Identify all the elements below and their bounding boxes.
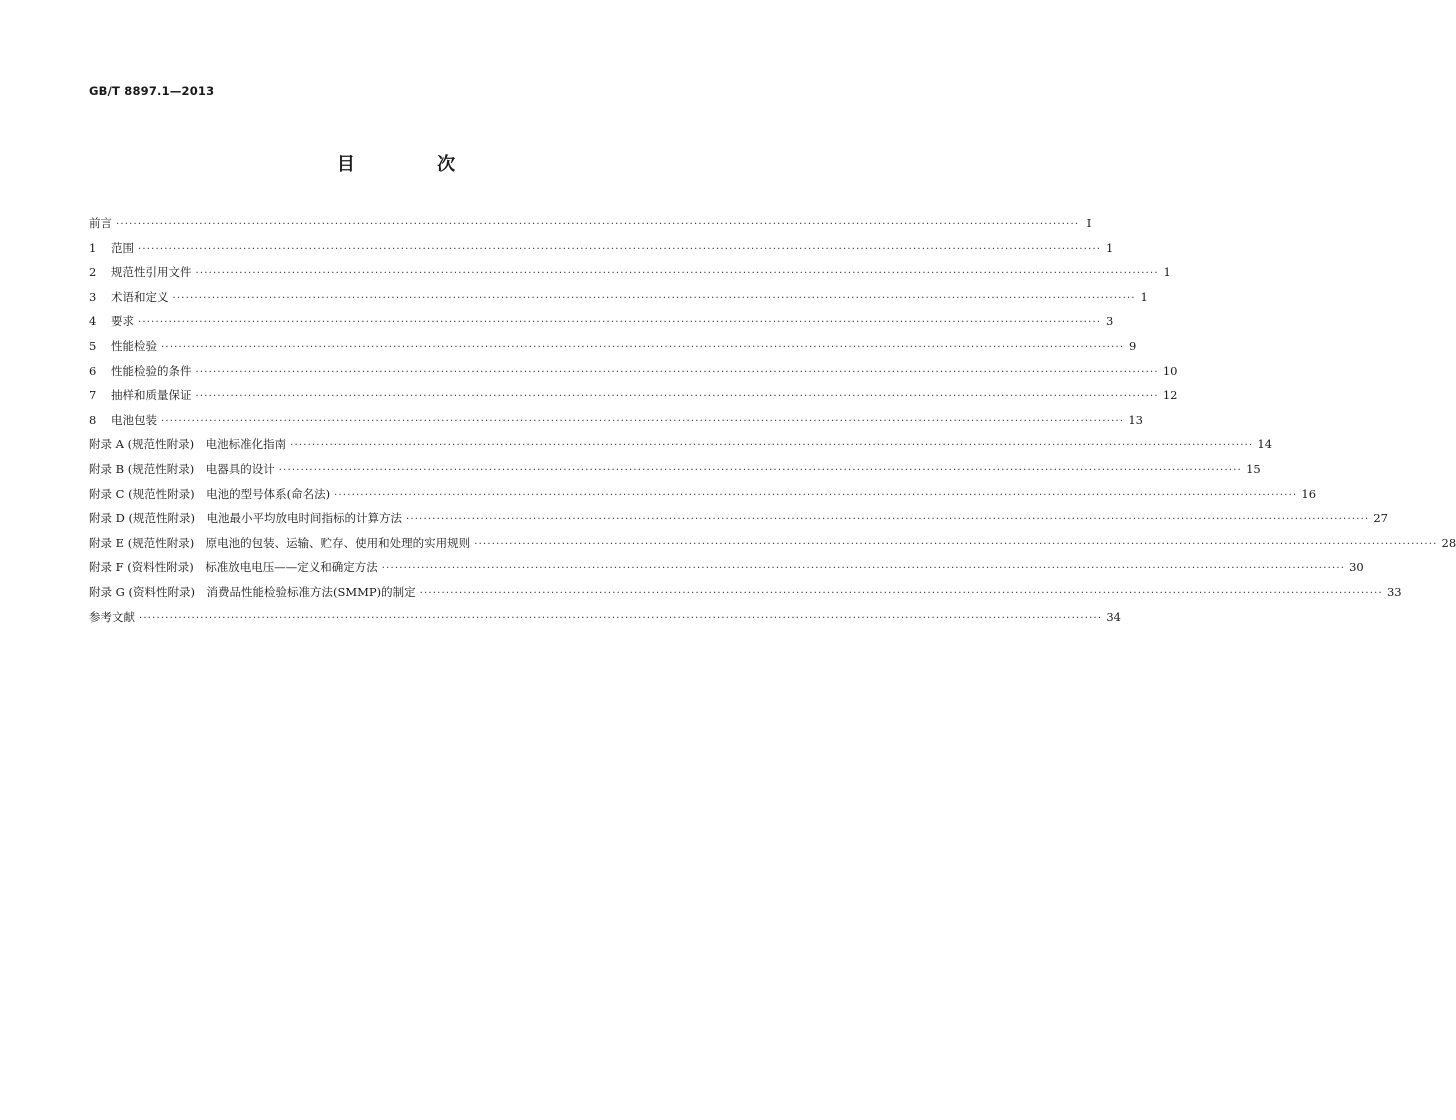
toc-leader-dots: ···························································································································································································································· xyxy=(381,563,1346,575)
toc-entry-label xyxy=(89,363,196,379)
toc-entry-number: 4 xyxy=(89,314,97,329)
toc-entry-title: 附录 D (规范性附录) 电池最小平均放电时间指标的计算方法 xyxy=(89,511,403,526)
toc-entry[interactable] xyxy=(89,387,1178,412)
toc-entry[interactable] xyxy=(89,363,1178,388)
toc-entry-number: 7 xyxy=(89,388,97,403)
toc-leader-dots: ···························································································································································································································· xyxy=(290,440,1254,452)
toc-entry-label xyxy=(89,289,173,305)
toc-entry-page: 34 xyxy=(1106,609,1121,624)
toc-entry-label xyxy=(89,215,116,231)
toc-entry-title: 性能检验的条件 xyxy=(111,363,192,378)
toc-entry-page: 14 xyxy=(1257,437,1273,452)
toc-leader-dots: ···························································································································································································································· xyxy=(161,415,1125,427)
toc-entry-page: 1 xyxy=(1163,265,1171,280)
toc-entry[interactable] xyxy=(89,609,1121,634)
toc-entry-page: 33 xyxy=(1386,584,1402,599)
toc-entry[interactable] xyxy=(89,264,1171,289)
toc-entry[interactable] xyxy=(89,240,1114,265)
toc-entry[interactable] xyxy=(89,584,1402,609)
toc-entry-page: 15 xyxy=(1246,461,1261,476)
toc-entry-number: 6 xyxy=(89,363,97,378)
toc-entry[interactable] xyxy=(89,559,1364,584)
toc-entry-page: 28 xyxy=(1441,535,1456,550)
toc-leader-dots: ···························································································································································································································· xyxy=(195,391,1159,403)
toc-entry-page: 1 xyxy=(1140,289,1148,304)
toc-entry-number: 8 xyxy=(89,412,97,427)
toc-entry-page: 16 xyxy=(1301,486,1317,501)
toc-entry-label xyxy=(89,559,382,575)
toc-entry-page: 3 xyxy=(1106,314,1114,329)
toc-entry-title: 附录 F (资料性附录) 标准放电电压——定义和确定方法 xyxy=(89,560,378,575)
toc-entry[interactable] xyxy=(89,486,1317,511)
toc-entry[interactable] xyxy=(89,412,1143,437)
toc-leader-dots: ···························································································································································································································· xyxy=(139,612,1103,624)
toc-leader-dots: ···························································································································································································································· xyxy=(195,366,1159,378)
toc-entry-page: 10 xyxy=(1162,363,1178,378)
toc-entry-number: 5 xyxy=(89,338,97,353)
toc-entry-page: 9 xyxy=(1129,338,1137,353)
toc-leader-dots: ···························································································································································································································· xyxy=(474,538,1438,550)
toc-entry-title: 性能检验 xyxy=(111,338,157,353)
toc-entry-title: 要求 xyxy=(111,314,134,329)
toc-entry[interactable] xyxy=(89,338,1137,363)
toc-entry-number: 3 xyxy=(89,289,97,304)
toc-entry-title: 前言 xyxy=(89,216,112,230)
table-of-contents xyxy=(89,215,1456,633)
toc-entry-title: 附录 B (规范性附录) 电器具的设计 xyxy=(89,461,275,476)
toc-entry-title: 术语和定义 xyxy=(111,289,169,304)
toc-entry-title: 附录 A (规范性附录) 电池标准化指南 xyxy=(89,437,287,452)
toc-entry-number: 2 xyxy=(89,265,97,280)
toc-entry-title: 附录 C (规范性附录) 电池的型号体系(命名法) xyxy=(89,486,331,501)
toc-leader-dots: ···························································································································································································································· xyxy=(406,514,1370,526)
toc-leader-dots: ···························································································································································································································· xyxy=(138,243,1102,255)
toc-entry[interactable] xyxy=(89,535,1456,560)
toc-entry-label xyxy=(89,412,161,428)
toc-leader-dots: ···························································································································································································································· xyxy=(334,489,1298,501)
toc-entry-title: 抽样和质量保证 xyxy=(111,388,192,403)
toc-entry[interactable] xyxy=(89,510,1388,535)
toc-leader-dots: ···························································································································································································································· xyxy=(172,292,1136,304)
toc-entry-label xyxy=(89,535,474,551)
standard-code-header: GB/T 8897.1—2013 xyxy=(89,84,215,98)
toc-leader-dots: ···························································································································································································································· xyxy=(278,464,1243,476)
toc-entry-label xyxy=(89,436,290,452)
toc-entry-label xyxy=(89,264,196,280)
toc-entry-page: 27 xyxy=(1373,511,1388,526)
toc-entry[interactable] xyxy=(89,289,1148,314)
toc-entry-label xyxy=(89,313,138,329)
toc-entry-label xyxy=(89,510,406,526)
toc-entry-number: 1 xyxy=(89,240,97,255)
toc-entry-title: 附录 G (资料性附录) 消费品性能检验标准方法(SMMP)的制定 xyxy=(89,584,416,599)
toc-entry[interactable] xyxy=(89,215,1092,240)
toc-entry-label xyxy=(89,338,161,354)
toc-entry-label xyxy=(89,461,279,477)
toc-entry-title: 电池包装 xyxy=(111,412,157,427)
toc-entry-label xyxy=(89,387,196,403)
toc-entry-title: 范围 xyxy=(111,240,134,255)
toc-leader-dots: ···························································································································································································································· xyxy=(419,587,1383,599)
toc-entry-title: 参考文献 xyxy=(89,609,135,624)
toc-leader-dots: ···························································································································································································································· xyxy=(116,219,1080,230)
toc-entry-label xyxy=(89,240,138,256)
toc-entry[interactable] xyxy=(89,461,1261,486)
toc-entry-label xyxy=(89,584,420,600)
toc-entry-page: Ⅰ xyxy=(1086,216,1092,230)
toc-entry-label xyxy=(89,609,139,625)
toc-entry[interactable] xyxy=(89,436,1273,461)
toc-entry-page: 30 xyxy=(1349,560,1364,575)
toc-leader-dots: ···························································································································································································································· xyxy=(195,268,1159,280)
page-title: 目 次 xyxy=(336,154,494,175)
toc-entry-title: 规范性引用文件 xyxy=(111,265,192,280)
toc-entry-title: 附录 E (规范性附录) 原电池的包装、运输、贮存、使用和处理的实用规则 xyxy=(89,535,471,550)
toc-leader-dots: ···························································································································································································································· xyxy=(138,317,1102,329)
toc-entry-label xyxy=(89,486,334,502)
toc-entry-page: 13 xyxy=(1128,412,1143,427)
toc-entry[interactable] xyxy=(89,313,1114,338)
toc-leader-dots: ···························································································································································································································· xyxy=(161,341,1125,353)
toc-entry-page: 12 xyxy=(1162,388,1178,403)
toc-entry-page: 1 xyxy=(1106,240,1114,255)
